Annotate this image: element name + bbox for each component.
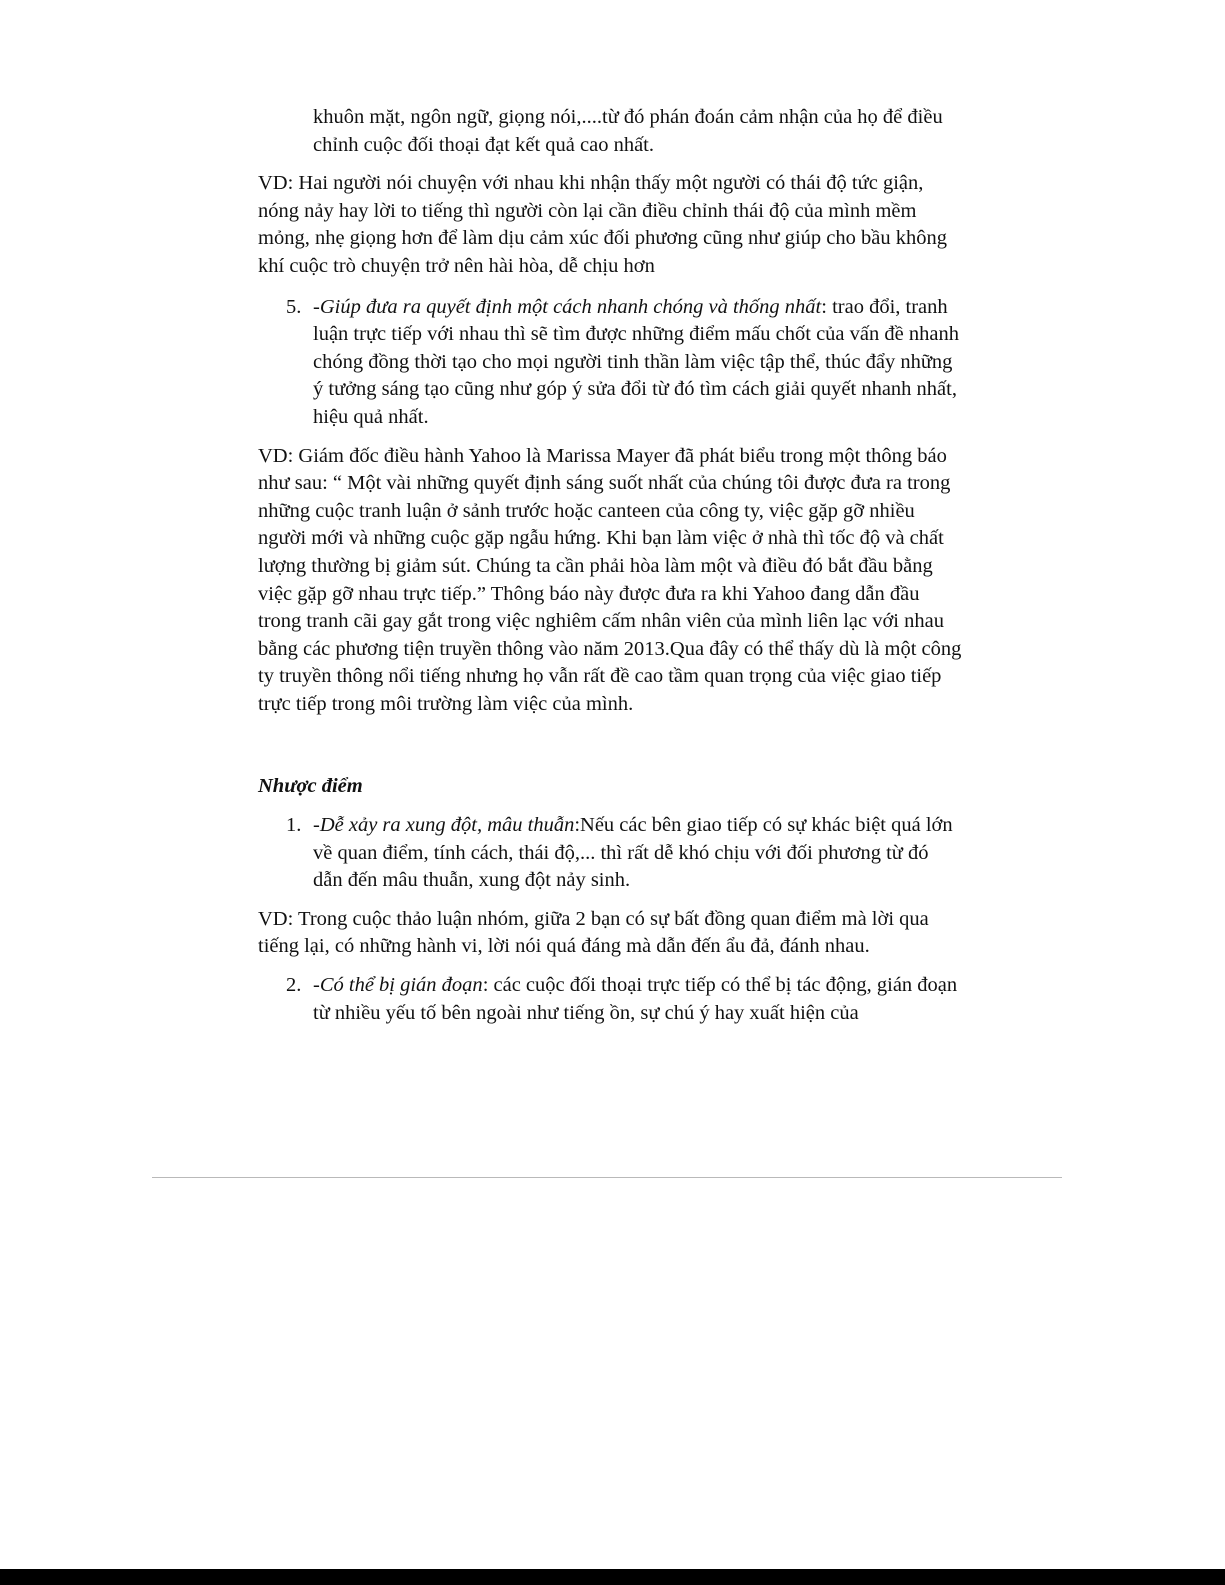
document-page [258,104,963,1027]
list-item-title: -Có thể bị gián đoạn [313,974,483,997]
list-item-disadvantage-1 [258,812,963,895]
example-paragraph-2: VD: Giám đốc điều hành Yahoo là Marissa Mayer đã phát biểu trong một thông báo như sau: “ Một vài những quyết định sáng suốt nhất của chúng tôi được đưa ra trong những cuộc tranh luận ở sảnh trước hoặc canteen của công ty, việc gặp gỡ nhiều người mới và những cuộc gặp ngẫu hứng. Khi bạn làm việc ở nhà thì tốc độ và chất lượng thường bị giảm sút. Chúng ta cần phải hòa làm một và điều đó bắt đầu bằng việc gặp gỡ nhau trực tiếp.” Thông báo này được đưa ra khi Yahoo đang dẫn đầu trong tranh cãi gay gắt trong việc nghiêm cấm nhân viên của mình liên lạc với nhau bằng các phương tiện truyền thông vào năm 2013.Qua đây có thể thấy dù là một công ty truyền thông nổi tiếng nhưng họ vẫn rất đề cao tầm quan trọng của việc giao tiếp trực tiếp trong môi trường làm việc của mình. [258,444,962,715]
example-paragraph-1: VD: Hai người nói chuyện với nhau khi nhận thấy một người có thái độ tức giận, nóng nảy hay lời to tiếng thì người còn lại cần điều chỉnh thái độ của mình mềm mỏng, nhẹ giọng hơn để làm dịu cảm xúc đối phương cũng như giúp cho bầu không khí cuộc trò chuyện trở nên hài hòa, dễ chịu hơn [258,172,947,277]
bottom-edge-bar [0,1569,1225,1585]
list-number: 2. [286,974,302,997]
list-item-body: : các cuộc đối thoại trực tiếp có thể bị tác động, gián đoạn từ nhiều yếu tố bên ngoài như tiếng ồn, sự chú ý hay xuất hiện của [313,974,958,1024]
list-item-title: -Dễ xảy ra xung đột, mâu thuẫn [313,814,575,837]
list-item-body: :Nếu các bên giao tiếp có sự khác biệt quá lớn về quan điểm, tính cách, thái độ,... thì rất dễ khó chịu với đối phương từ đó dẫn đến mâu thuẫn, xung đột nảy sinh. [313,814,953,892]
list-number: 1. [286,814,302,837]
example-paragraph-3: VD: Trong cuộc thảo luận nhóm, giữa 2 bạn có sự bất đồng quan điểm mà lời qua tiếng lại, có những hành vi, lời nói quá đáng mà dẫn đến ẩu đả, đánh nhau. [258,907,929,958]
continuation-paragraph: khuôn mặt, ngôn ngữ, giọng nói,....từ đó phán đoán cảm nhận của họ để điều chỉnh cuộc đối thoại đạt kết quả cao nhất. [313,106,943,156]
list-item-5 [258,294,963,432]
list-number: 5. [286,295,302,318]
list-item-body: : trao đổi, tranh luận trực tiếp với nhau thì sẽ tìm được những điểm mấu chốt của vấn đề nhanh chóng đồng thời tạo cho mọi người tinh thần làm việc tập thể, thúc đẩy những ý tưởng sáng tạo cũng như góp ý sửa đổi từ đó tìm cách giải quyết nhanh nhất, hiệu quả nhất. [313,295,959,428]
section-heading: Nhược điểm [258,775,363,798]
list-item-disadvantage-2 [258,972,963,1027]
list-item-title: -Giúp đưa ra quyết định một cách nhanh chóng và thống nhất [313,295,822,318]
page-divider [152,1177,1062,1178]
